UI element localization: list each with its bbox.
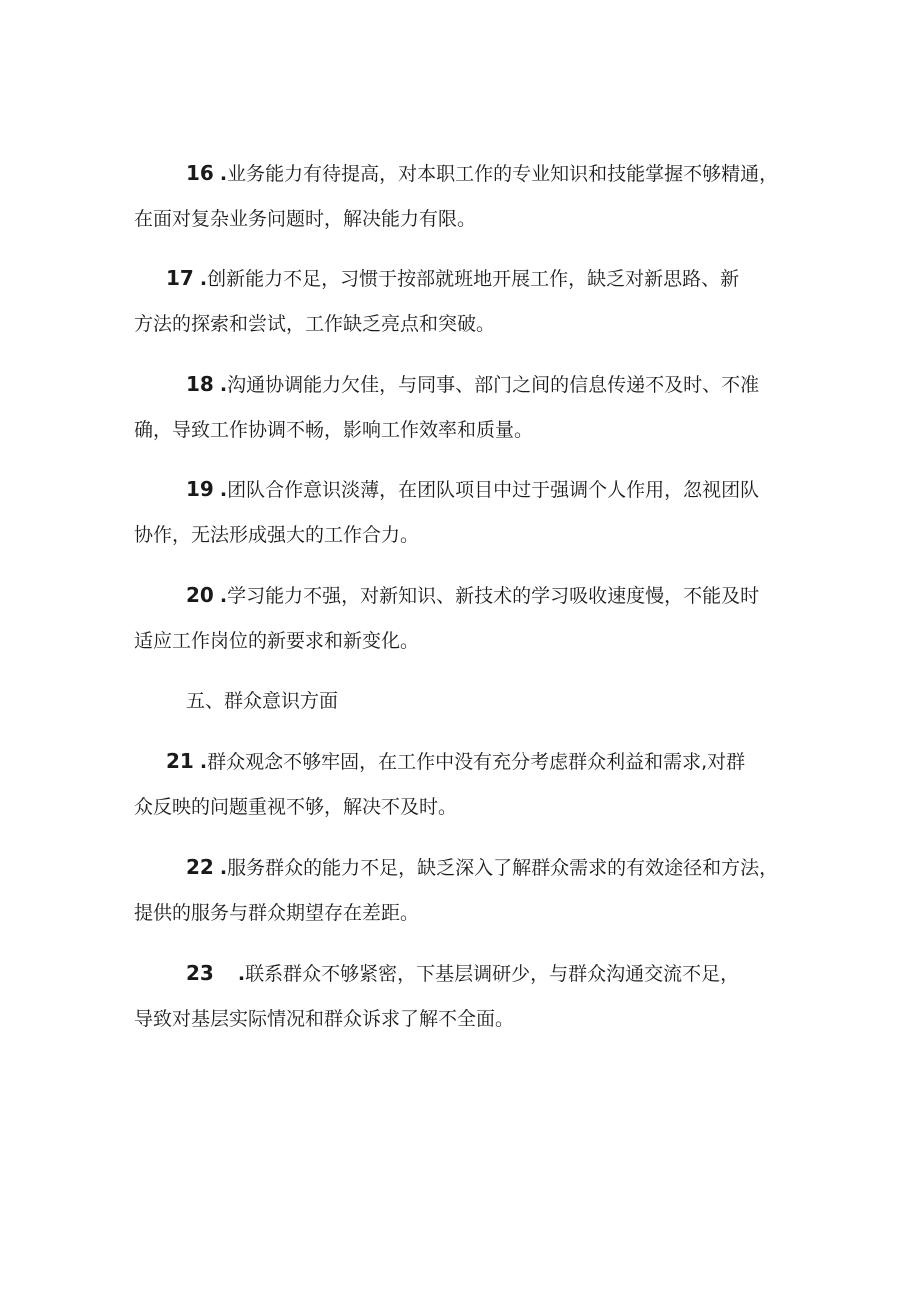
item-number: 17 xyxy=(166,266,194,290)
item-text-line2: 协作，无法形成强大的工作合力。 xyxy=(134,524,420,546)
item-text-line2: 在面对复杂业务问题时，解决能力有限。 xyxy=(134,208,477,230)
item-text-line1: 服务群众的能力不足，缺乏深入了解群众需求的有效途径和方法， xyxy=(227,857,779,879)
item-text-line2: 适应工作岗位的新要求和新变化。 xyxy=(134,630,420,652)
item-dot: . xyxy=(237,963,246,985)
item-number: 20 xyxy=(186,583,214,607)
item-dot: . xyxy=(199,751,208,773)
item-number: 18 xyxy=(186,372,214,396)
item-dot: . xyxy=(219,857,228,879)
item-text-line2: 导致对基层实际情况和群众诉求了解不全面。 xyxy=(134,1008,515,1030)
item-text-line2: 确，导致工作协调不畅，影响工作效率和质量。 xyxy=(134,419,534,441)
item-dot: . xyxy=(199,268,208,290)
section-heading-text: 五、群众意识方面 xyxy=(186,690,339,712)
item-dot: . xyxy=(219,585,228,607)
item-dot: . xyxy=(219,374,228,396)
item-text-line1: 沟通协调能力欠佳，与同事、部门之间的信息传递不及时、不准 xyxy=(227,374,760,396)
item-dot: . xyxy=(219,163,228,185)
item-text-line2: 提供的服务与群众期望存在差距。 xyxy=(134,902,420,924)
item-text-line1: 团队合作意识淡薄，在团队项目中过于强调个人作用，忽视团队 xyxy=(227,479,760,501)
item-text-line2: 众反映的问题重视不够，解决不及时。 xyxy=(134,796,458,818)
item-number: 21 xyxy=(166,749,194,773)
item-number: 19 xyxy=(186,477,214,501)
item-text-line1: 创新能力不足，习惯于按部就班地开展工作，缺乏对新思路、新 xyxy=(207,268,740,290)
item-number: 22 xyxy=(186,855,214,879)
item-text-line1: 群众观念不够牢固，在工作中没有充分考虑群众利益和需求,对群 xyxy=(207,751,746,773)
item-dot: . xyxy=(219,479,228,501)
item-text-line2: 方法的探索和尝试，工作缺乏亮点和突破。 xyxy=(134,313,496,335)
item-number: 16 xyxy=(186,161,214,185)
item-text-line1: 联系群众不够紧密，下基层调研少，与群众沟通交流不足， xyxy=(245,963,740,985)
item-text-line1: 业务能力有待提高，对本职工作的专业知识和技能掌握不够精通， xyxy=(227,163,779,185)
item-text-line1: 学习能力不强，对新知识、新技术的学习吸收速度慢，不能及时 xyxy=(227,585,760,607)
item-number: 23 xyxy=(186,961,214,985)
